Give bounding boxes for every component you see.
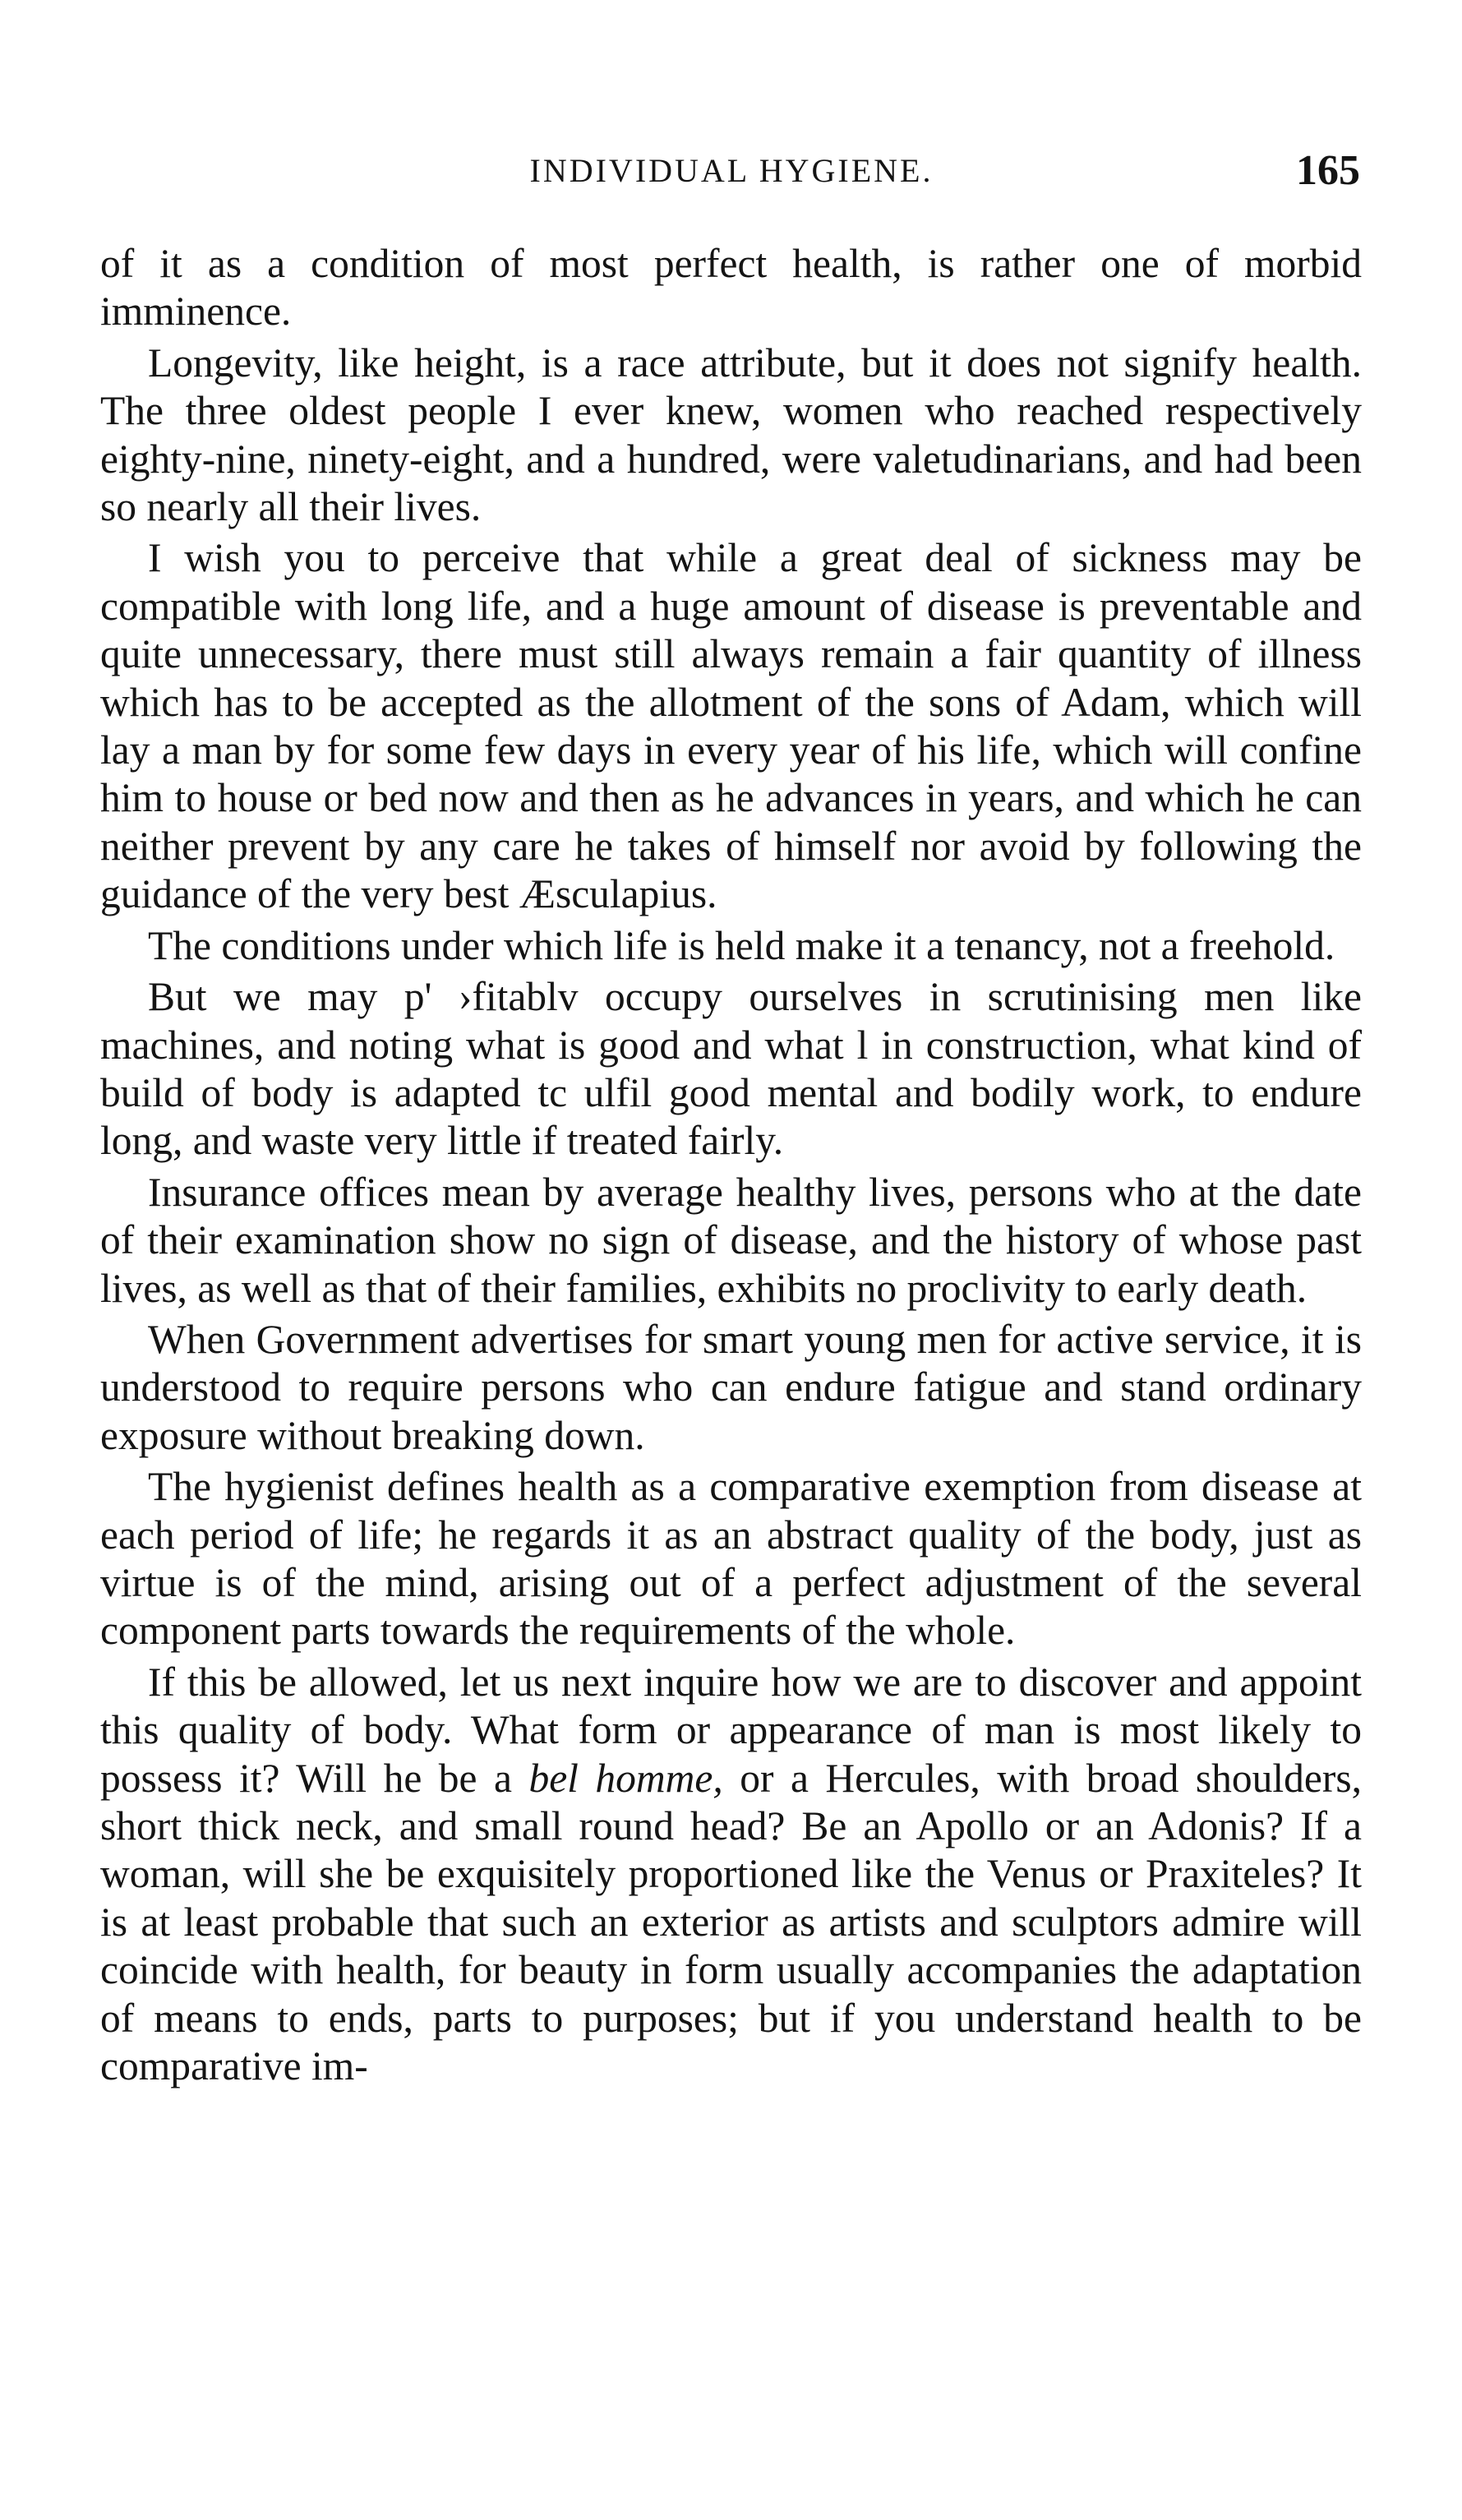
paragraph-9-italic-phrase: bel homme,: [528, 1755, 723, 1801]
paragraph-6: Insurance offices mean by average healthy lives, persons who at the date of their examination show no sign of disease, and the history of whose past lives, as well as that of their families, exhibits no proclivity to early death.: [100, 1169, 1362, 1311]
page-header: [103, 146, 1360, 204]
paragraph-7: When Government advertises for smart young men for active service, it is understood to require persons who can endure fatigue and stand ordinary exposure without breaking down.: [100, 1316, 1362, 1458]
paragraph-3: I wish you to perceive that while a great deal of sickness may be compatible with long life, and a huge amount of disease is preventable and quite unnecessary, there must still always remain a fair quantity of illness which has to be accepted as the allotment of the sons of Adam, which will lay a man by for some few days in every year of his life, which will confine him to house or bed now and then as he advances in years, and which he can neither prevent by any care he takes of himself nor avoid by following the guidance of the very best Æsculapius.: [100, 535, 1362, 917]
page-number: 165: [1296, 147, 1360, 194]
paragraph-2: Longevity, like height, is a race attribute, but it does not signify health. The three oldest people I ever knew, women who reached respectively eighty-nine, ninety-eight, and a hundred, were valetudinarians, and had been so nearly all their lives.: [100, 339, 1362, 530]
paragraph-5: But we may p' ›fitablv occupy ourselves in scrutinising men like machines, and noting what is good and what l in construction, what kind of build of body is adapted tc ulfil good mental and bodily work, to endure long, and waste very little if treated fairly.: [100, 974, 1362, 1164]
paragraph-9-text-after: or a Hercules, with broad shoulders, short thick neck, and small round head? Be an Apollo or an Adonis? If a woman, will she be exquisitely proportioned like the Venus or Praxiteles? It is at least probable that such an exterior as artists and sculptors admire will coincide with health, for beauty in form usually accompanies the adaptation of means to ends, parts to purposes; but if you understand health to be comparative im-: [100, 1755, 1362, 2089]
paragraph-4: The conditions under which life is held make it a tenancy, not a freehold.: [148, 922, 1335, 968]
body-text: [100, 240, 1362, 2090]
paragraph-9-text-before: If this be allowed, let us next inquire how we are to discover and appoint this quality of body. What form or appearance of man is most likely to possess it? Will he be a: [100, 1659, 1362, 1801]
running-head: INDIVIDUAL HYGIENE.: [529, 152, 934, 189]
paragraph-8: The hygienist defines health as a comparative exemption from disease at each period of life; he regards it as an abstract quality of the body, just as virtue is of the mind, arising out of a perfect adjustment of the several component parts towards the requirements of the whole.: [100, 1464, 1362, 1654]
paragraph-9: [100, 1659, 1362, 2091]
paragraph-1: of it as a condition of most perfect health, is rather one of morbid imminence.: [100, 241, 1362, 335]
